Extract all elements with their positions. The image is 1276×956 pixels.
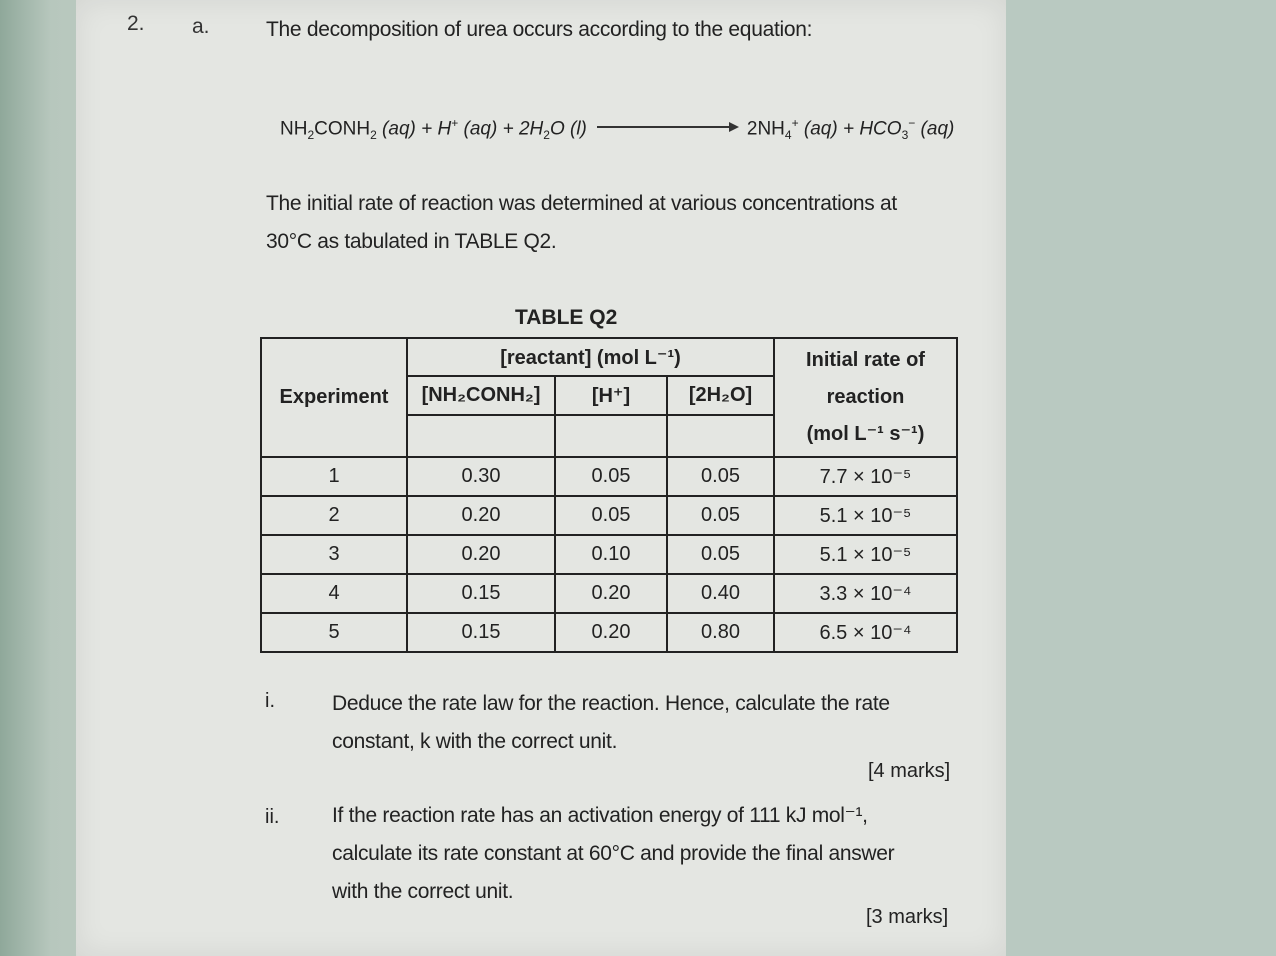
question-part-label: a. <box>192 15 210 38</box>
subquestion-i-line-1: Deduce the rate law for the reaction. Hence, calculate the rate <box>332 692 890 715</box>
subquestion-ii-line-2: calculate its rate constant at 60°C and provide the final answer <box>332 842 895 865</box>
urea-concentration: 0.30 <box>407 457 555 496</box>
chemical-equation <box>280 116 954 142</box>
table-row <box>261 574 957 613</box>
question-paragraph <box>266 185 986 261</box>
subquestion-i-line-2: constant, k with the correct unit. <box>332 730 618 753</box>
header-experiment: Experiment <box>261 338 407 457</box>
equation-products: $2NH_4^+$ $(aq) + HCO_3^-$ (aq) <box>746 116 955 143</box>
header-spacer-cell <box>667 415 774 457</box>
question-number: 2. <box>127 12 145 35</box>
table-title: TABLE Q2 <box>515 306 618 329</box>
question-intro: The decomposition of urea occurs according to the equation: <box>266 18 813 41</box>
water-concentration: 0.05 <box>667 535 774 574</box>
initial-rate: 6.5 × 10⁻⁴ <box>774 613 957 652</box>
reaction-arrow-icon <box>597 126 737 128</box>
h-concentration: 0.05 <box>555 457 667 496</box>
paragraph-line-2: 30°C as tabulated in TABLE Q2. <box>266 230 557 253</box>
header-spacer-cell <box>407 415 555 457</box>
table-row <box>261 457 957 496</box>
urea-concentration: 0.20 <box>407 496 555 535</box>
table-row <box>261 613 957 652</box>
experiment-number: 1 <box>261 457 407 496</box>
header-reactant: [reactant] (mol L⁻¹) <box>407 338 774 376</box>
experiment-number: 2 <box>261 496 407 535</box>
experiment-number: 4 <box>261 574 407 613</box>
experiment-number: 5 <box>261 613 407 652</box>
header-spacer-cell <box>555 415 667 457</box>
header-urea-concentration: [NH₂CONH₂] <box>407 376 555 415</box>
header-initial-rate: Initial rate of reaction (mol L⁻¹ s⁻¹) <box>774 338 957 457</box>
water-concentration: 0.80 <box>667 613 774 652</box>
subquestion-ii-text <box>332 797 972 911</box>
subquestion-ii-line-1: If the reaction rate has an activation energy of 111 kJ mol⁻¹, <box>332 804 868 827</box>
urea-concentration: 0.15 <box>407 613 555 652</box>
subquestion-i-text <box>332 685 962 761</box>
equation-reactants: $NH_2CONH_2$ (aq) + H+ $(aq) + 2H_2O$ (l) <box>280 116 587 143</box>
water-concentration: 0.40 <box>667 574 774 613</box>
paragraph-line-1: The initial rate of reaction was determined at various concentrations at <box>266 192 897 215</box>
screen-background <box>1006 0 1276 956</box>
header-water-concentration: [2H₂O] <box>667 376 774 415</box>
water-concentration: 0.05 <box>667 496 774 535</box>
urea-concentration: 0.15 <box>407 574 555 613</box>
h-concentration: 0.20 <box>555 613 667 652</box>
table-row <box>261 496 957 535</box>
initial-rate: 5.1 × 10⁻⁵ <box>774 535 957 574</box>
rate-data-table <box>260 337 958 653</box>
table-row <box>261 535 957 574</box>
subquestion-ii-number: ii. <box>265 806 280 828</box>
experiment-number: 3 <box>261 535 407 574</box>
initial-rate: 3.3 × 10⁻⁴ <box>774 574 957 613</box>
subquestion-i-number: i. <box>265 690 275 712</box>
urea-concentration: 0.20 <box>407 535 555 574</box>
initial-rate: 7.7 × 10⁻⁵ <box>774 457 957 496</box>
subquestion-i-marks: [4 marks] <box>868 760 951 782</box>
subquestion-ii-line-3: with the correct unit. <box>332 880 514 903</box>
subquestion-ii-marks: [3 marks] <box>866 906 949 928</box>
water-concentration: 0.05 <box>667 457 774 496</box>
h-concentration: 0.20 <box>555 574 667 613</box>
h-concentration: 0.10 <box>555 535 667 574</box>
h-concentration: 0.05 <box>555 496 667 535</box>
header-h-concentration: [H⁺] <box>555 376 667 415</box>
initial-rate: 5.1 × 10⁻⁵ <box>774 496 957 535</box>
